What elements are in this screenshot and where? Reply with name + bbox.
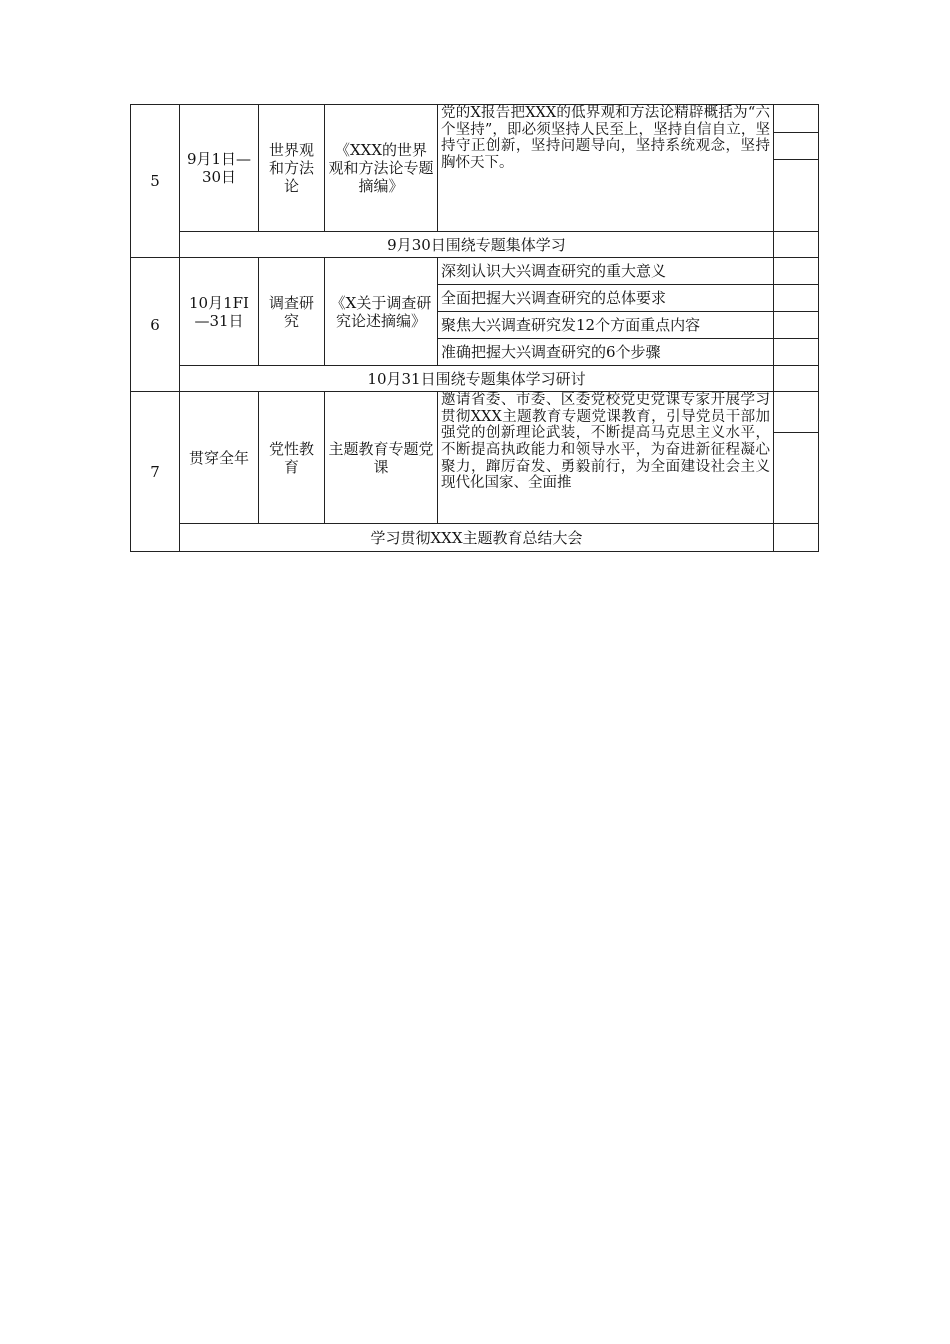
row-5-time: 9月1日—30日	[180, 105, 259, 232]
row-7-content: 邀请省委、市委、区委党校党史党课专家开展学习贯彻XXX主题教育专题党课教育，引导党员干部加强党的创新理论武装，不断提高马克思主义水平，不断提高执政能力和领导水平，为奋进新征程凝心聚力，蹿厉奋发、勇毅前行，为全面建设社会主义现代化国家、全面推	[441, 392, 770, 492]
row-7-remark-b	[774, 433, 819, 524]
row-5-remark-c	[774, 160, 819, 232]
row-6-summary: 10月31日围绕专题集体学习研讨	[180, 366, 774, 392]
row-6-item-4: 准确把握大兴调查研究的6个步骤	[438, 339, 774, 366]
row-6-number: 6	[131, 258, 180, 392]
row-5-remark-b	[774, 133, 819, 160]
row-7-theme: 党性教育	[259, 392, 325, 524]
row-5-number: 5	[131, 105, 180, 258]
row-6-remark-3	[774, 312, 819, 339]
row-5-remark-a	[774, 105, 819, 133]
row-5-summary: 9月30日围绕专题集体学习	[180, 232, 774, 258]
row-7-number: 7	[131, 392, 180, 552]
row-6-time: 10月1FI—31日	[180, 258, 259, 366]
row-7-summary: 学习贯彻XXX主题教育总结大会	[180, 524, 774, 552]
row-7-content-cell	[438, 392, 774, 524]
row-6-material: 《X关于调查研究论述摘编》	[325, 258, 438, 366]
row-6-item-3: 聚焦大兴调查研究发12个方面重点内容	[438, 312, 774, 339]
row-5-content: 党的X报告把XXX的低界观和方法论精辟概括为“六个坚持”，即必须坚持人民至上，坚持自信自立，坚持守正创新，坚持问题导向，坚持系统观念，坚持胸怀天下。	[438, 105, 774, 232]
row-5-theme: 世界观和方法论	[259, 105, 325, 232]
row-6-item-2: 全面把握大兴调查研究的总体要求	[438, 285, 774, 312]
row-6-summary-remark	[774, 366, 819, 392]
row-7-material: 主题教育专题党课	[325, 392, 438, 524]
row-7-time: 贯穿全年	[180, 392, 259, 524]
row-6-remark-1	[774, 258, 819, 285]
row-7-summary-remark	[774, 524, 819, 552]
row-6-item-1: 深刻认识大兴调查研究的重大意义	[438, 258, 774, 285]
row-6-remark-2	[774, 285, 819, 312]
row-5-main	[131, 105, 819, 133]
row-6-remark-4	[774, 339, 819, 366]
study-plan-table	[130, 104, 819, 552]
row-6-theme: 调查研究	[259, 258, 325, 366]
row-5-material: 《XXX的世界观和方法论专题摘编》	[325, 105, 438, 232]
row-5-summary-remark	[774, 232, 819, 258]
row-7-remark-a	[774, 392, 819, 433]
